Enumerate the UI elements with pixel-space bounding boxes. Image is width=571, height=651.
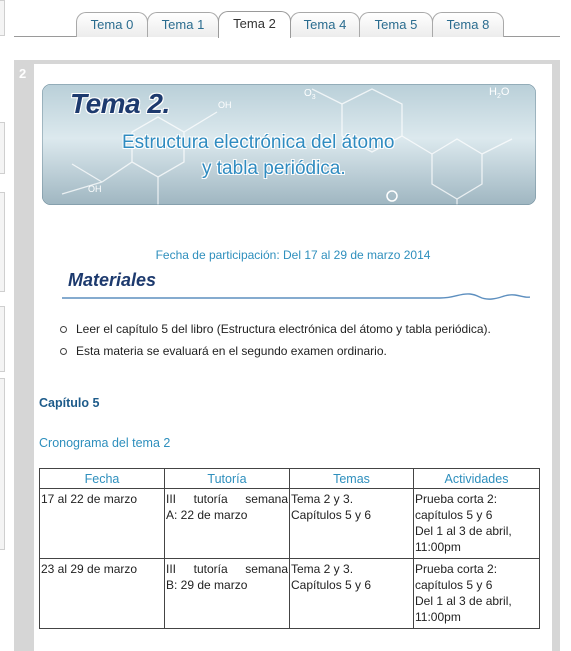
act-line3: Del 1 al 3 de abril,: [415, 594, 512, 608]
col-header-actividades: Actividades: [414, 469, 540, 489]
act-line2: capítulos 5 y 6: [415, 508, 493, 522]
cell-actividades: [414, 559, 540, 629]
section-content: [34, 64, 552, 651]
tutoria-line1: III tutoría semana: [166, 492, 288, 506]
tab-bar: [0, 0, 571, 38]
list-item: Leer el capítulo 5 del libro (Estructura electrónica del átomo y tabla periódica).: [76, 318, 552, 340]
banner-subtitle-line1: Estructura electrónica del átomo: [122, 132, 395, 153]
table-header-row: [40, 469, 540, 489]
list-item: Esta materia se evaluará en el segundo examen ordinario.: [76, 340, 552, 362]
cell-fecha: 17 al 22 de marzo: [40, 489, 165, 559]
act-line1: Prueba corta 2:: [415, 562, 498, 576]
tab-tema-8[interactable]: Tema 8: [432, 12, 504, 37]
oh-label: OH: [218, 100, 232, 110]
o3-label: $O_3$: [304, 88, 316, 101]
act-line3: Del 1 al 3 de abril,: [415, 524, 512, 538]
temas-line2: Capítulos 5 y 6: [291, 508, 372, 522]
materiales-underline: [60, 290, 530, 304]
tab-tema-1[interactable]: Tema 1: [147, 12, 219, 37]
act-line4: 11:00pm: [415, 610, 461, 624]
col-header-tutoria: Tutoría: [165, 469, 290, 489]
tutoria-line2: A: 22 de marzo: [166, 508, 248, 522]
oh-label-2: OH: [88, 184, 102, 194]
act-line1: Prueba corta 2:: [415, 492, 498, 506]
capitulo-5-link[interactable]: Capítulo 5: [39, 396, 100, 410]
cronograma-link[interactable]: Cronograma del tema 2: [39, 436, 171, 450]
sidebar-fragment: [0, 378, 5, 550]
col-header-temas: Temas: [290, 469, 414, 489]
cell-temas: [290, 489, 414, 559]
tab-tema-4[interactable]: Tema 4: [290, 12, 360, 37]
cell-tutoria: [165, 559, 290, 629]
participation-dates: Fecha de participación: Del 17 al 29 de marzo 2014: [155, 248, 431, 262]
sidebar-fragment: [0, 306, 5, 372]
topic-banner: [42, 84, 536, 205]
temas-line1: Tema 2 y 3.: [291, 562, 354, 576]
tutoria-line1: III tutoría semana: [166, 562, 288, 576]
banner-title: Tema 2.: [70, 88, 170, 119]
col-header-fecha: Fecha: [40, 469, 165, 489]
cell-actividades: [414, 489, 540, 559]
table-row: [40, 559, 540, 629]
materiales-heading: Materiales: [68, 270, 157, 290]
temas-line2: Capítulos 5 y 6: [291, 578, 372, 592]
section-number: 2: [19, 66, 27, 81]
cell-fecha: 23 al 29 de marzo: [40, 559, 165, 629]
sidebar-fragment: [0, 192, 5, 292]
tab-tema-5[interactable]: Tema 5: [359, 12, 433, 37]
tab-tema-2[interactable]: Tema 2: [218, 11, 291, 38]
act-line4: 11:00pm: [415, 540, 461, 554]
schedule-table: [39, 468, 540, 629]
cell-temas: [290, 559, 414, 629]
tutoria-line2: B: 29 de marzo: [166, 578, 248, 592]
tab-tema-0[interactable]: Tema 0: [76, 12, 148, 37]
materials-list: [56, 318, 552, 362]
banner-subtitle-line2: y tabla periódica.: [202, 158, 346, 179]
table-row: [40, 489, 540, 559]
act-line2: capítulos 5 y 6: [415, 578, 493, 592]
h2o-label: $H_2O$: [489, 86, 510, 101]
cell-tutoria: [165, 489, 290, 559]
sidebar-fragment: [0, 122, 5, 174]
temas-line1: Tema 2 y 3.: [291, 492, 354, 506]
topic-section: [14, 60, 560, 651]
